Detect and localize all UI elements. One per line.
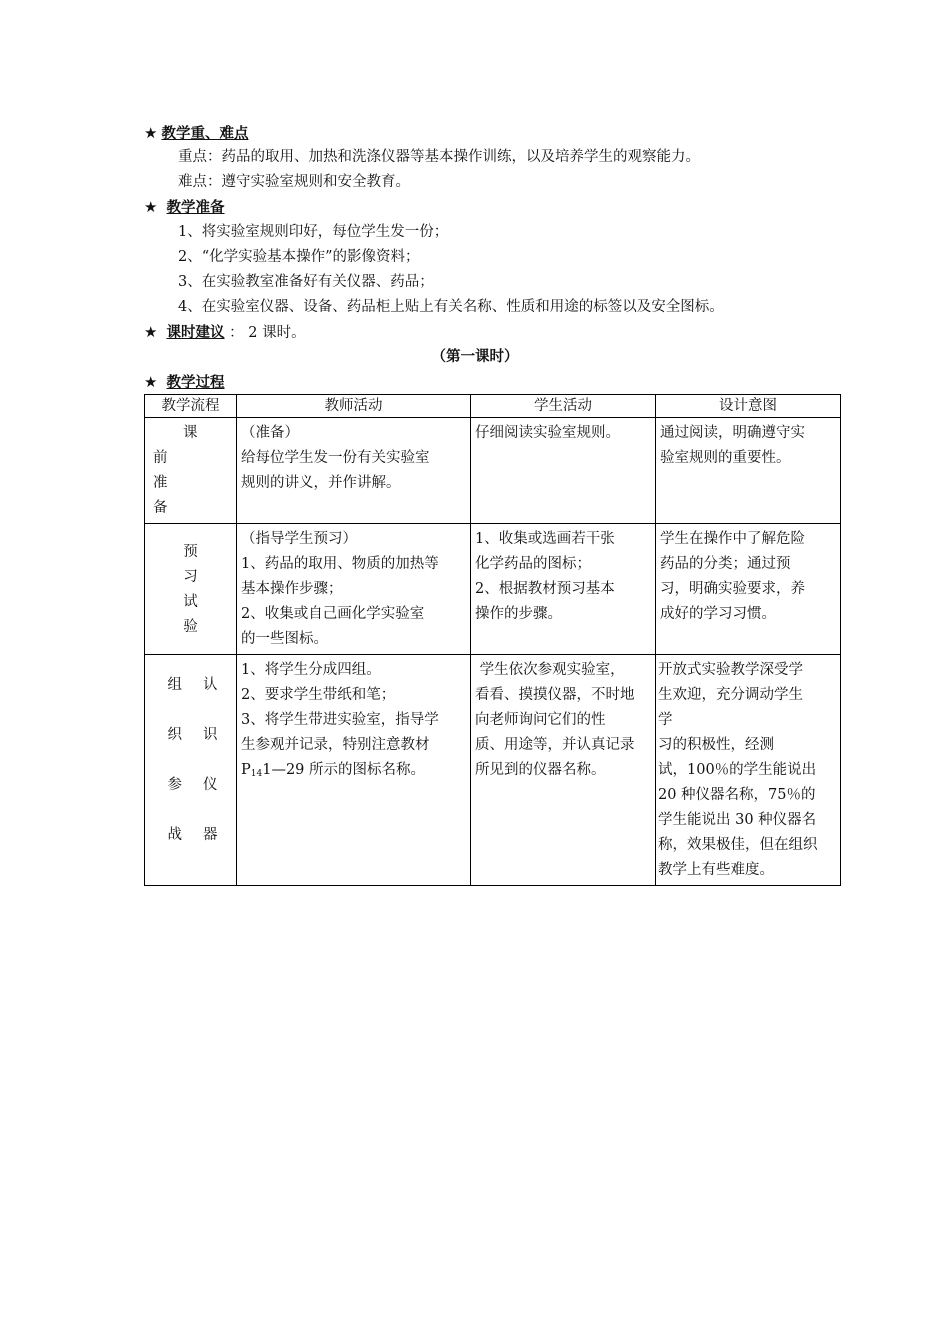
star-icon: ★ [144,124,158,142]
teacher-cell [237,655,471,886]
student-cell [471,418,656,524]
cell-line: 2、要求学生带纸和笔； [241,687,396,703]
stage-cell [145,655,237,886]
cell-line: 操作的步骤。 [475,606,562,622]
heading-text: 教学重、难点 [161,126,249,142]
cell-line: 通过阅读，明确遵守实 [660,425,805,441]
prep-item: 1、将实验室规则印好，每位学生发一份； [178,224,449,240]
cell-line: 质、用途等，并认真记录 [475,737,635,753]
cell-line: 20 种仪器名称，75％的 [658,787,816,803]
cell-line: 学生能说出 30 种仪器名 [658,812,817,828]
table-row [145,524,841,655]
stage-char: 器 [203,827,218,843]
stage-char: 认 [203,677,218,693]
prep-item: 3、在实验教室准备好有关仪器、药品； [178,274,434,290]
cell-line: 教学上有些难度。 [658,862,774,878]
focus-text: 重点：药品的取用、加热和洗涤仪器等基本操作训练，以及培养学生的观察能力。 [178,149,700,165]
page-ref-sub: 14 [250,769,263,779]
intent-cell [656,418,841,524]
star-icon: ★ [144,373,158,391]
cell-line: 向老师询问它们的性 [475,712,606,728]
cell-line: 生参观并记录，特别注意教材 [241,737,430,753]
cell-line: 习的积极性，经测 [658,737,774,753]
cell-line: 生欢迎，充分调动学生 [658,687,803,703]
cell-line: （指导学生预习） [241,531,357,547]
stage-char: 战 [167,827,182,843]
cell-line: 给每位学生发一份有关实验室 [241,450,430,466]
process-table [144,394,841,886]
student-cell [471,655,656,886]
cell-line: 学生依次参观实验室， [475,662,625,678]
page-ref-p: P [241,762,251,778]
cell-line: 看看、摸摸仪器，不时地 [475,687,635,703]
stage-char: 预 [183,544,198,560]
cell-line: 3、将学生带进实验室，指导学 [241,712,439,728]
cell-line: 习，明确实验要求，养 [660,581,805,597]
stage-grid [145,655,236,847]
stage-char: 试 [183,594,198,610]
cell-line: 1、药品的取用、物质的加热等 [241,556,439,572]
cell-line: 验室规则的重要性。 [660,450,791,466]
intent-cell [656,655,841,886]
student-cell [471,524,656,655]
cell-line: 药品的分类；通过预 [660,556,791,572]
heading-text: 教学准备 [166,200,225,216]
header-cell: 教师活动 [237,395,471,418]
stage-cell [145,524,237,655]
cell-line: 规则的讲义，并作讲解。 [241,475,401,491]
cell-line: 仔细阅读实验室规则。 [475,425,620,441]
header-cell: 设计意图 [656,395,841,418]
cell-line: 基本操作步骤； [241,581,343,597]
stage-char: 织 [167,727,182,743]
stage-char: 备 [153,500,168,516]
difficulty-text: 难点：遵守实验室规则和安全教育。 [178,174,410,190]
hours-value: ： 2 课时。 [229,325,306,341]
cell-line: 2、收集或自己画化学实验室 [241,606,425,622]
stage-char: 识 [203,727,218,743]
table-row [145,418,841,524]
cell-line: 所见到的仪器名称。 [475,762,606,778]
heading-process [144,371,225,394]
heading-key-points [144,122,248,145]
intent-cell [656,524,841,655]
cell-line: 1、将学生分成四组。 [241,662,381,678]
stage-char: 组 [167,677,182,693]
heading-text: 教学过程 [166,375,225,391]
lesson-label: （第一课时） [431,349,519,365]
heading-text: 课时建议 [166,325,225,341]
stage-char: 课 [183,425,198,441]
heading-hours [144,321,306,344]
heading-preparation [144,196,225,219]
prep-item: 4、在实验室仪器、设备、药品柜上贴上有关名称、性质和用途的标签以及安全图标。 [178,299,724,315]
cell-line: 1、收集或选画若干张 [475,531,615,547]
table-row [145,655,841,886]
stage-char: 习 [183,569,198,585]
cell-line: 学 [658,712,673,728]
cell-line: （准备） [241,425,299,441]
stage-char: 参 [167,777,182,793]
cell-line: 化学药品的图标； [475,556,591,572]
stage-char: 仪 [203,777,218,793]
cell-line: 2、根据教材预习基本 [475,581,615,597]
stage-char: 准 [153,475,168,491]
cell-line: 称，效果极佳，但在组织 [658,837,818,853]
cell-line: 学生在操作中了解危险 [660,531,805,547]
page-ref-rest: 1—29 所示的图标名称。 [262,762,426,778]
prep-item: 2、“化学实验基本操作”的影像资料； [178,249,420,265]
stage-char: 验 [183,619,198,635]
cell-line [241,758,466,787]
cell-line: 的一些图标。 [241,631,328,647]
star-icon: ★ [144,323,158,341]
cell-line: 试，100％的学生能说出 [658,762,817,778]
header-cell: 教学流程 [145,395,237,418]
header-cell: 学生活动 [471,395,656,418]
teacher-cell [237,418,471,524]
teacher-cell [237,524,471,655]
cell-line: 开放式实验教学深受学 [658,662,803,678]
table-header-row [145,395,841,418]
star-icon: ★ [144,198,158,216]
stage-cell [145,418,237,524]
stage-char: 前 [153,450,168,466]
cell-line: 成好的学习习惯。 [660,606,776,622]
